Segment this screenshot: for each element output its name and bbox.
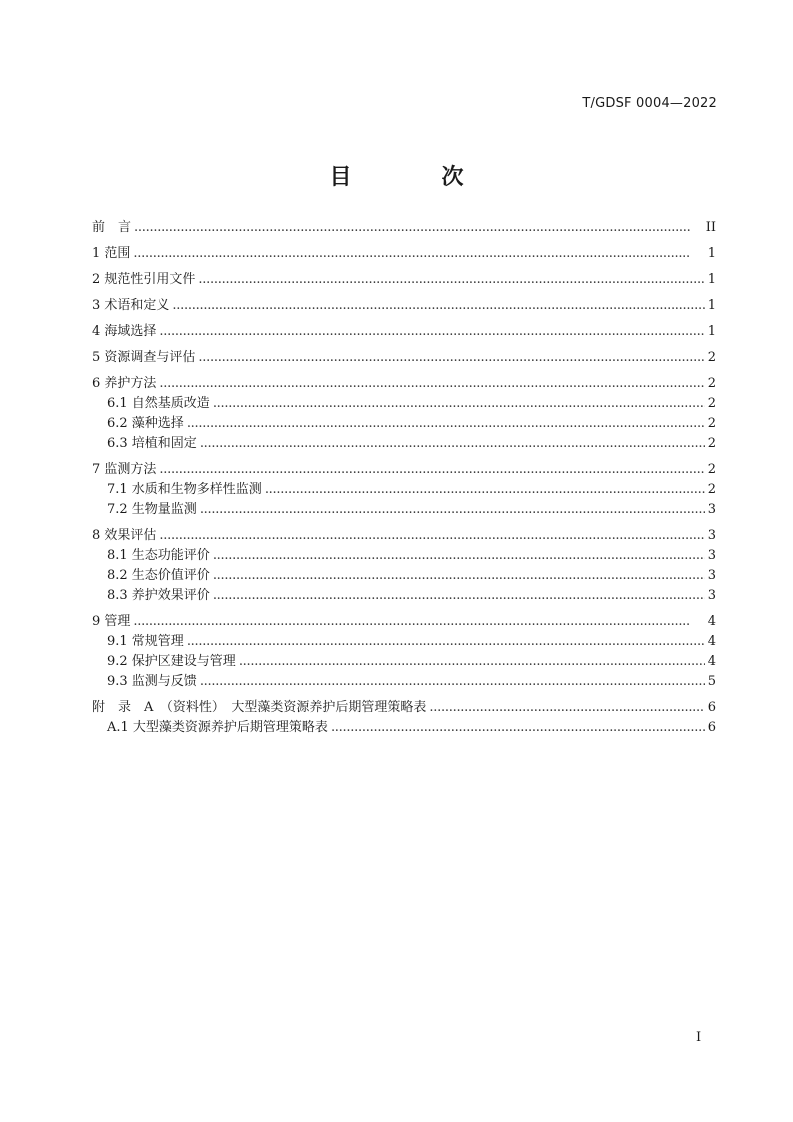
toc-entry[interactable] bbox=[92, 296, 716, 316]
toc-entry-page: 3 bbox=[707, 588, 716, 603]
toc-entry-page: 2 bbox=[707, 462, 716, 477]
toc-entry-page: 1 bbox=[707, 298, 716, 313]
toc-entry[interactable] bbox=[92, 244, 716, 264]
toc-entry[interactable] bbox=[92, 434, 716, 454]
toc-entry-page: 6 bbox=[707, 720, 716, 735]
toc-entry[interactable] bbox=[92, 652, 716, 672]
toc-dot-leader bbox=[133, 244, 704, 264]
toc-entry[interactable] bbox=[92, 698, 716, 718]
toc-entry-page: 2 bbox=[707, 350, 716, 365]
toc-entry[interactable] bbox=[92, 672, 716, 692]
table-of-contents bbox=[92, 218, 716, 738]
toc-entry-page: 4 bbox=[707, 614, 716, 629]
toc-entry[interactable] bbox=[92, 612, 716, 632]
toc-entry-label: 前 言 bbox=[92, 220, 132, 235]
toc-entry-label: 8 效果评估 bbox=[92, 528, 157, 543]
toc-dot-leader bbox=[159, 526, 704, 546]
toc-entry-page: 2 bbox=[707, 396, 716, 411]
toc-entry-page: 4 bbox=[707, 654, 716, 669]
toc-entry-label: 8.3 养护效果评价 bbox=[107, 588, 210, 603]
toc-dot-leader bbox=[134, 218, 703, 238]
toc-entry-page: 1 bbox=[707, 246, 716, 261]
toc-entry-label: 7.1 水质和生物多样性监测 bbox=[107, 482, 262, 497]
toc-dot-leader bbox=[159, 460, 704, 480]
toc-dot-leader bbox=[198, 348, 704, 368]
document-code: T/GDSF 0004—2022 bbox=[582, 96, 717, 111]
toc-entry-label: 1 范围 bbox=[92, 246, 131, 261]
toc-entry-label: 8.2 生态价值评价 bbox=[107, 568, 210, 583]
toc-entry-page: 1 bbox=[707, 324, 716, 339]
page-number: I bbox=[696, 1030, 702, 1045]
toc-entry[interactable] bbox=[92, 394, 716, 414]
toc-entry-label: A.1 大型藻类资源养护后期管理策略表 bbox=[107, 720, 328, 735]
toc-entry[interactable] bbox=[92, 632, 716, 652]
toc-entry[interactable] bbox=[92, 218, 716, 238]
toc-entry-label: 8.1 生态功能评价 bbox=[107, 548, 210, 563]
toc-entry[interactable] bbox=[92, 322, 716, 342]
toc-entry-label: 7.2 生物量监测 bbox=[107, 502, 197, 517]
toc-dot-leader bbox=[213, 566, 705, 586]
toc-dot-leader bbox=[159, 374, 704, 394]
toc-entry-label: 7 监测方法 bbox=[92, 462, 157, 477]
toc-dot-leader bbox=[200, 500, 705, 520]
toc-entry-label: 5 资源调查与评估 bbox=[92, 350, 196, 365]
toc-entry-label: 9.3 监测与反馈 bbox=[107, 674, 197, 689]
toc-entry-label: 6.1 自然基质改造 bbox=[107, 396, 210, 411]
toc-entry[interactable] bbox=[92, 270, 716, 290]
toc-entry[interactable] bbox=[92, 546, 716, 566]
toc-entry-page: 2 bbox=[707, 436, 716, 451]
toc-entry[interactable] bbox=[92, 374, 716, 394]
toc-entry[interactable] bbox=[92, 566, 716, 586]
toc-dot-leader bbox=[172, 296, 704, 316]
toc-entry-page: 2 bbox=[707, 376, 716, 391]
toc-entry-page: 3 bbox=[707, 528, 716, 543]
toc-entry-page: 3 bbox=[707, 568, 716, 583]
toc-title: 目 次 bbox=[329, 165, 498, 190]
toc-entry-page: 3 bbox=[707, 502, 716, 517]
toc-entry-label: 附 录 A （资料性） 大型藻类资源养护后期管理策略表 bbox=[92, 700, 427, 715]
toc-entry-label: 2 规范性引用文件 bbox=[92, 272, 196, 287]
toc-entry-label: 6.2 藻种选择 bbox=[107, 416, 184, 431]
toc-entry-page: 4 bbox=[707, 634, 716, 649]
toc-entry[interactable] bbox=[92, 500, 716, 520]
toc-entry-label: 6 养护方法 bbox=[92, 376, 157, 391]
toc-entry-label: 3 术语和定义 bbox=[92, 298, 170, 313]
toc-dot-leader bbox=[331, 718, 705, 738]
toc-dot-leader bbox=[159, 322, 704, 342]
toc-entry-page: II bbox=[705, 220, 716, 235]
toc-dot-leader bbox=[239, 652, 705, 672]
toc-dot-leader bbox=[200, 672, 705, 692]
toc-dot-leader bbox=[213, 586, 705, 606]
toc-entry-label: 4 海域选择 bbox=[92, 324, 157, 339]
toc-dot-leader bbox=[429, 698, 704, 718]
toc-entry-label: 9.2 保护区建设与管理 bbox=[107, 654, 236, 669]
toc-entry[interactable] bbox=[92, 586, 716, 606]
toc-entry-page: 6 bbox=[707, 700, 716, 715]
toc-dot-leader bbox=[200, 434, 705, 454]
toc-entry[interactable] bbox=[92, 460, 716, 480]
toc-dot-leader bbox=[187, 632, 705, 652]
toc-entry[interactable] bbox=[92, 480, 716, 500]
toc-entry[interactable] bbox=[92, 348, 716, 368]
toc-dot-leader bbox=[213, 546, 705, 566]
toc-dot-leader bbox=[133, 612, 704, 632]
toc-entry-page: 2 bbox=[707, 416, 716, 431]
toc-entry-page: 5 bbox=[707, 674, 716, 689]
toc-entry-label: 9 管理 bbox=[92, 614, 131, 629]
toc-entry-label: 9.1 常规管理 bbox=[107, 634, 184, 649]
toc-entry-page: 3 bbox=[707, 548, 716, 563]
toc-entry-page: 1 bbox=[707, 272, 716, 287]
toc-entry-page: 2 bbox=[707, 482, 716, 497]
toc-dot-leader bbox=[213, 394, 705, 414]
toc-entry[interactable] bbox=[92, 718, 716, 738]
toc-entry[interactable] bbox=[92, 526, 716, 546]
toc-dot-leader bbox=[187, 414, 705, 434]
toc-entry[interactable] bbox=[92, 414, 716, 434]
toc-dot-leader bbox=[198, 270, 704, 290]
toc-entry-label: 6.3 培植和固定 bbox=[107, 436, 197, 451]
toc-dot-leader bbox=[265, 480, 705, 500]
